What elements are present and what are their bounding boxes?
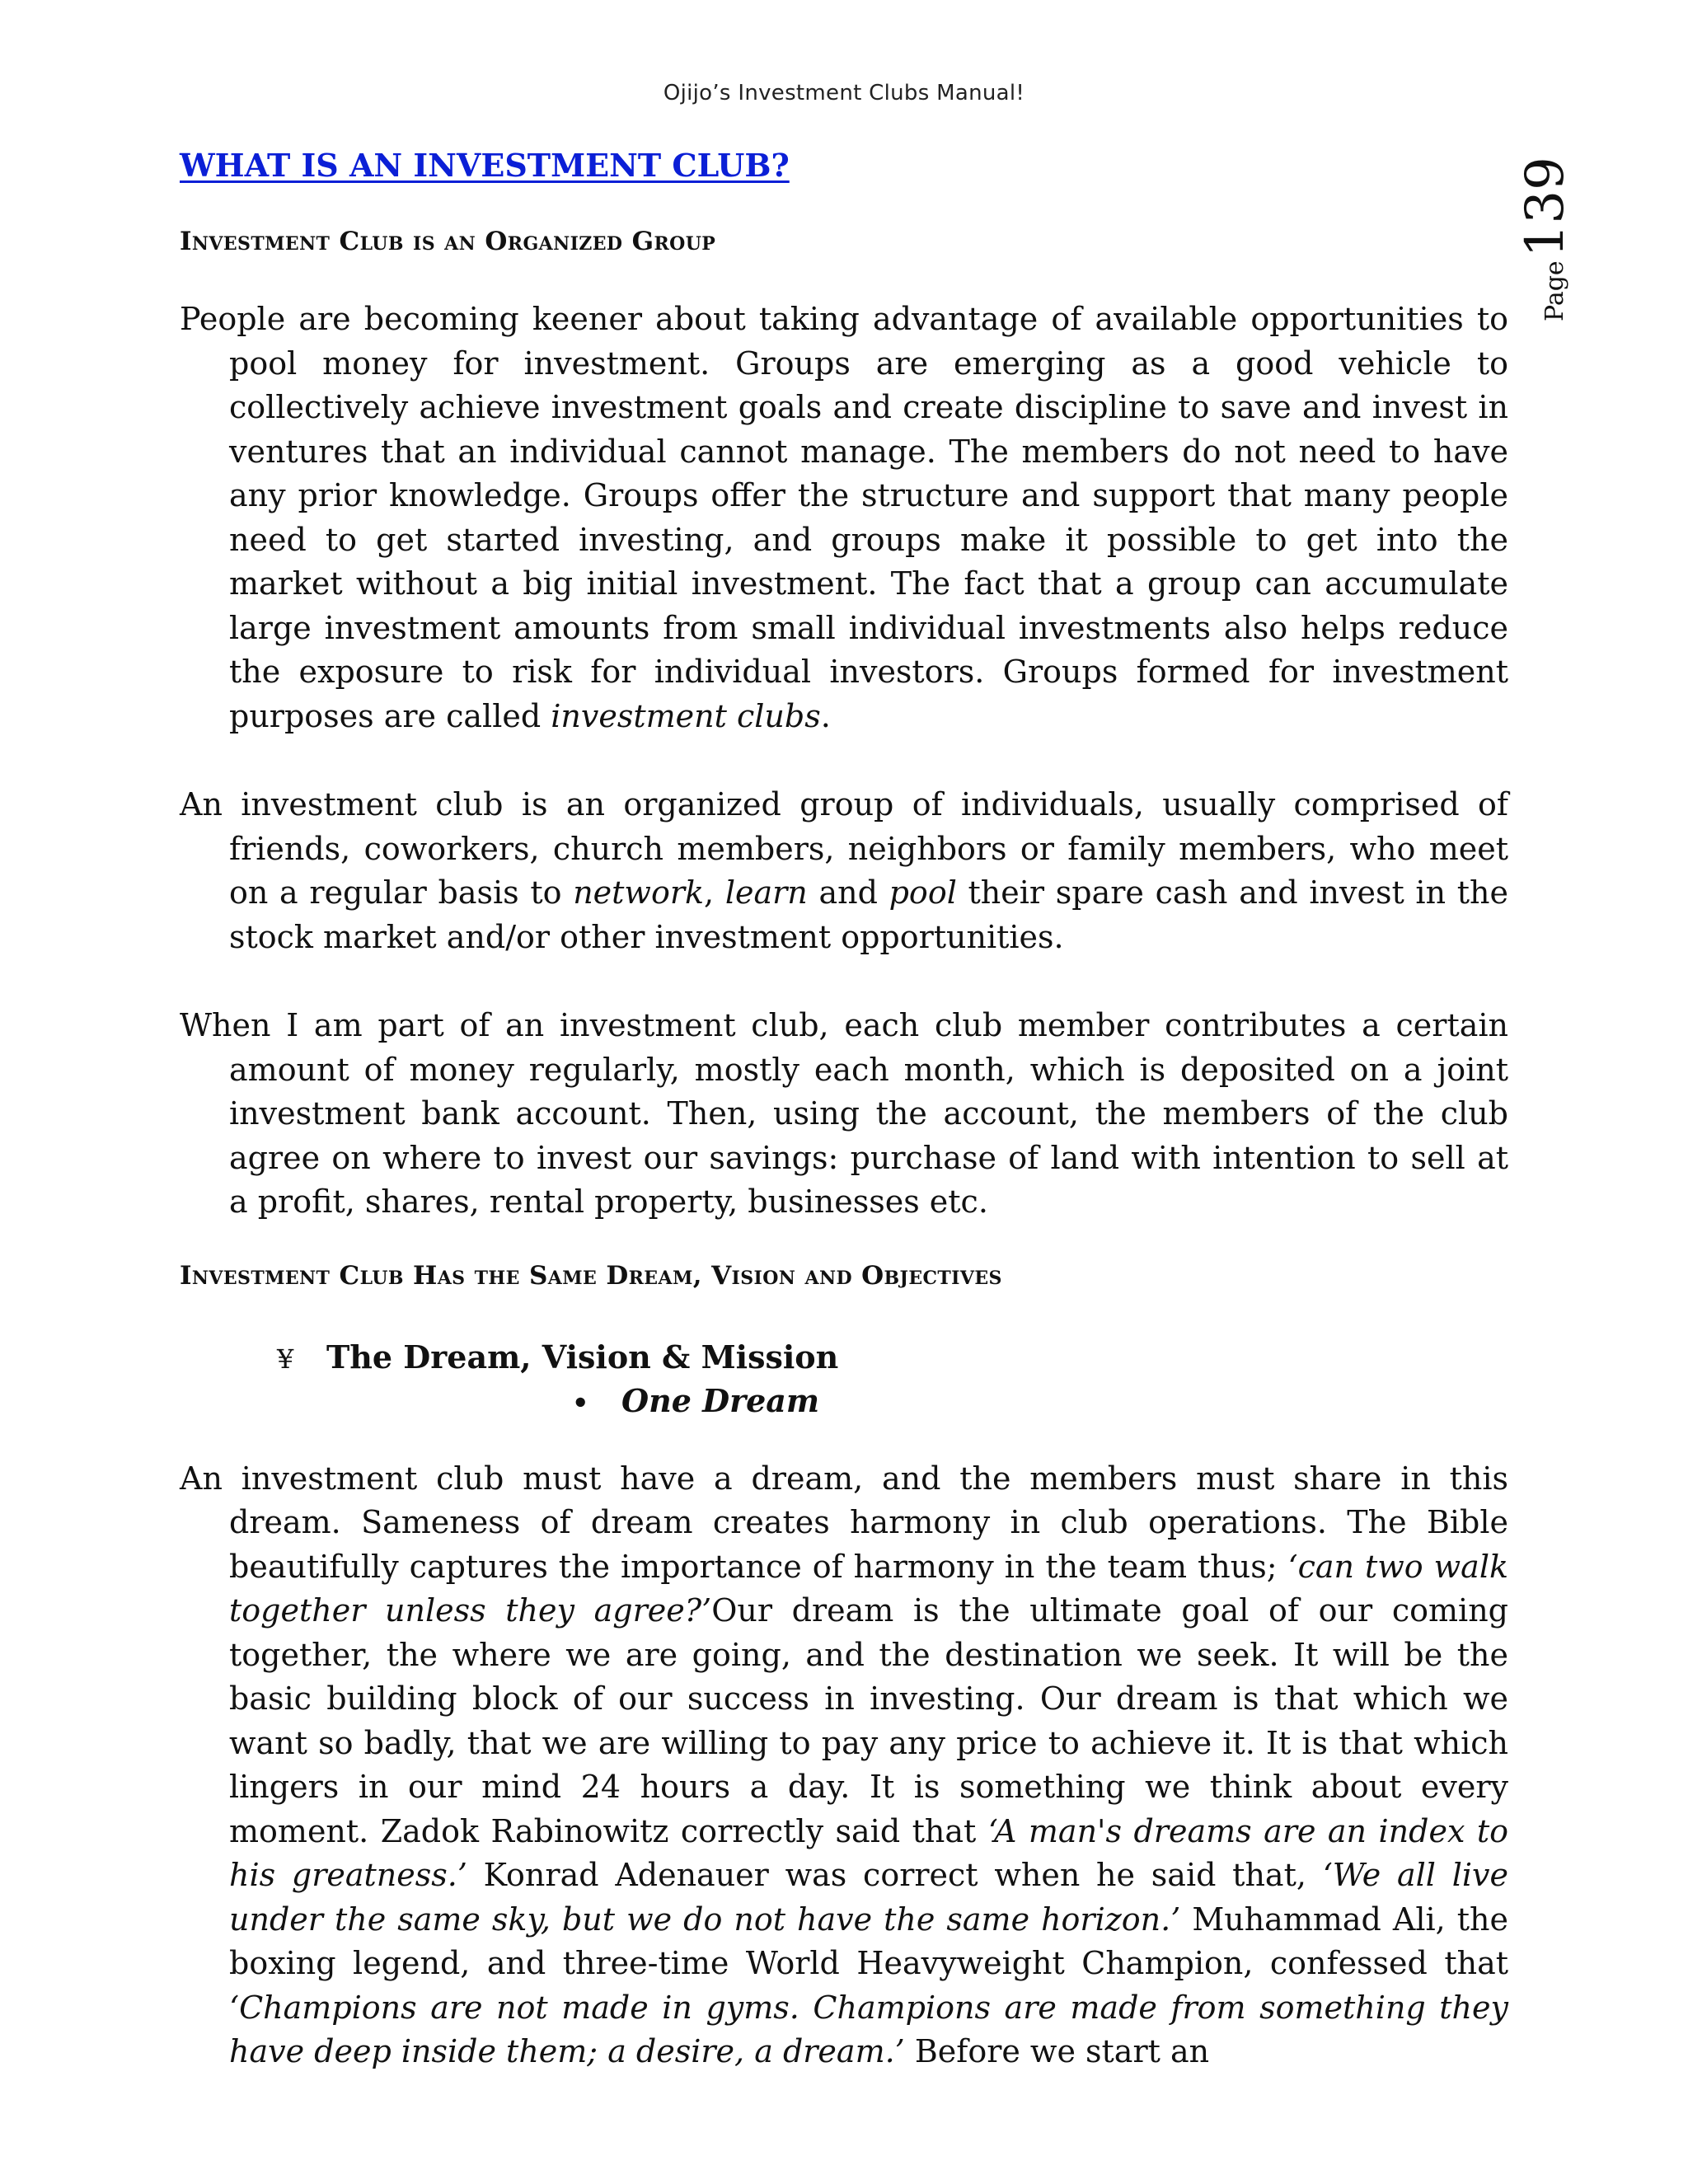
paragraph-one-dream xyxy=(180,1457,1508,2074)
paragraph-text: their spare cash and invest in the stock market and/or other investment opportunities. xyxy=(229,874,1508,955)
paragraph-definition xyxy=(180,783,1508,959)
section-heading-organized-group: Investment Club is an Organized Group xyxy=(180,227,716,256)
term-network: network xyxy=(573,874,705,911)
page-number xyxy=(1515,157,1663,321)
section-heading-same-dream: Investment Club Has the Same Dream, Vision and Objectives xyxy=(180,1260,1002,1291)
paragraph-contributions: When I am part of an investment club, each club member contributes a certain amount of money regularly, mostly each month, which is deposited on a joint investment bank account. Then, using the account, the members of the club agree on where to invest our savings: purchase of land with intention to sell at a profit, shares, rental property, businesses etc. xyxy=(180,1007,1508,1220)
paragraph-text: People are becoming keener about taking advantage of available opportunities to pool money for investment. Groups are emerging as a good vehicle to collectively achieve investment goals and create discipline to save and invest in ventures that an individual cannot manage. The members do not need to have any prior knowledge. Groups offer the structure and support that many people need to get started investing, and groups make it possible to get into the market without a big initial investment. The fact that a group can accumulate large investment amounts from small individual investments also helps reduce the exposure to risk for individual investors. Groups formed for investment purposes are called xyxy=(180,301,1508,734)
paragraph-text: Before we start an xyxy=(904,2033,1210,2069)
paragraph-text: An investment club must have a dream, and the members must share in this dream. Sameness of dream creates harmony in club operations. The Bible beautifully captures the importance of harmony in the team thus; xyxy=(180,1460,1508,1585)
paragraph-text: , xyxy=(704,874,725,911)
page-content xyxy=(180,147,1508,2074)
bullet-dot-icon: • xyxy=(572,1386,589,1418)
paragraph-text: An investment club is an organized group of individuals, usually comprised of friends, coworkers, church members, neighbors or family members, who meet on a regular basis to xyxy=(180,786,1508,911)
bullet-one-dream xyxy=(572,1382,1508,1419)
term-learn: learn xyxy=(724,874,808,911)
paragraph-text: Muhammad Ali, the boxing legend, and three-time World Heavyweight Champion, confessed that xyxy=(229,1900,1509,1981)
paragraph-end: . xyxy=(820,697,831,734)
bullet-label: One Dream xyxy=(621,1381,820,1419)
paragraph-text: Our dream is the ultimate goal of our coming together, the where we are going, and the destination we seek. It will be the basic building block of our success in investing. Our dream is that which we want so badly, that we are willing to pay any price to achieve it. It is that which lingers in our mind 24 hours a day. It is something we think about every moment. Zadok Rabinowitz correctly said that xyxy=(229,1592,1508,1849)
quote-adenauer: ‘We all live under the same sky, but we do not have the same horizon.’ xyxy=(229,1857,1508,1938)
yen-bullet-icon: ¥ xyxy=(277,1343,294,1375)
chapter-title-link[interactable]: WHAT IS AN INVESTMENT CLUB? xyxy=(180,147,790,184)
term-investment-clubs: investment clubs xyxy=(551,697,821,734)
paragraph-text: and xyxy=(807,874,889,911)
bullet-dream-vision-mission xyxy=(277,1338,1508,1376)
page-number-value: 139 xyxy=(1515,157,1576,258)
page-label: Page xyxy=(1540,260,1569,321)
bullet-label: The Dream, Vision & Mission xyxy=(326,1338,839,1376)
quote-muhammad-ali: ‘Champions are not made in gyms. Champions are made from something they have deep inside them; a desire, a dream.’ xyxy=(229,1989,1508,2069)
paragraph-pooling-money xyxy=(180,298,1508,738)
running-header: Ojijo’s Investment Clubs Manual! xyxy=(663,81,1025,105)
term-pool: pool xyxy=(889,874,957,911)
quote-bible: ‘can two walk together unless they agree?’ xyxy=(229,1548,1508,1629)
quote-rabinowitz: ‘A man's dreams are an index to his greatness.’ xyxy=(229,1812,1508,1893)
paragraph-text: Konrad Adenauer was correct when he said that, xyxy=(467,1857,1323,1893)
